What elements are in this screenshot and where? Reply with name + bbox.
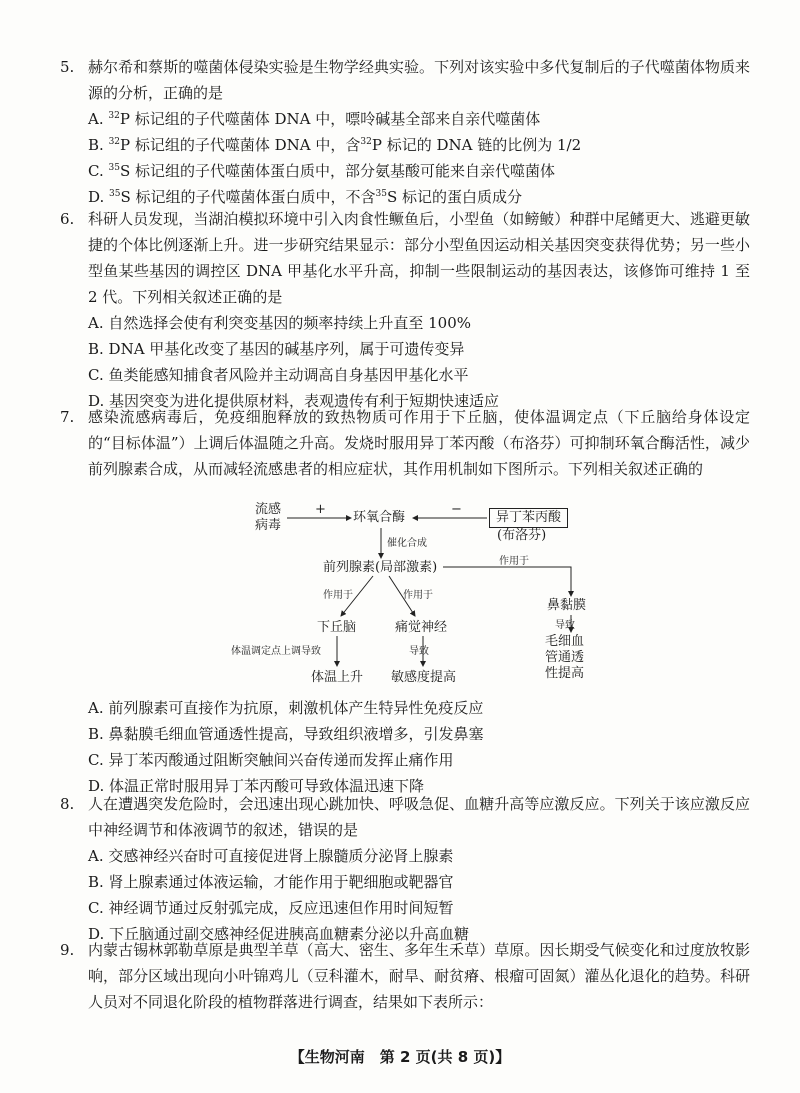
label-lead-right: 导致 xyxy=(555,620,575,631)
option-b: B. 鼻黏膜毛细血管通透性提高，导致组织液增多，引发鼻塞 xyxy=(88,725,484,743)
option-a: A. $^{32}$P 标记组的子代噬菌体 DNA 中，嘌呤碱基全部来自亲代噬菌体 xyxy=(88,110,541,128)
option-a: A. 自然选择会使有利突变基因的频率持续上升直至 100% xyxy=(88,314,472,332)
label-capillary-3: 性提高 xyxy=(545,666,585,681)
mechanism-diagram xyxy=(231,500,635,690)
question-stem: 内蒙古锡林郭勒草原是典型羊草（高大、密生、多年生禾草）草原。因长期受气候变化和过度放牧影响，部分区域出现向小叶锦鸡儿（豆科灌木，耐旱、耐贫瘠、根瘤可固氮）灌丛化退化的趋势。科研人员对不同退化阶段的植物群落进行调查，结果如下表所示： xyxy=(88,941,750,1011)
label-capillary-2: 管通透 xyxy=(545,650,585,665)
label-virus-2: 病毒 xyxy=(255,518,282,533)
option-a: A. 前列腺素可直接作为抗原，刺激机体产生特异性免疫反应 xyxy=(88,699,484,717)
label-catalyze: 催化合成 xyxy=(387,538,427,549)
question-number: 5. xyxy=(60,58,75,76)
label-pain-nerve: 痛觉神经 xyxy=(395,620,448,635)
label-hypothalamus: 下丘脑 xyxy=(317,620,357,635)
question-stem: 科研人员发现，当湖泊模拟环境中引入肉食性鳜鱼后，小型鱼（如鳑鲏）种群中尾鳍更大、逃避更敏捷的个体比例逐渐上升。进一步研究结果显示：部分小型鱼因运动相关基因突变获得优势；另一些小型鱼某些基因的调控区 DNA 甲基化水平升高，抑制一些限制运动的基因表达，该修饰可维持 1 至 2 代。下列相关叙述正确的是 xyxy=(88,210,750,306)
label-cox: 环氧合酶 xyxy=(353,510,406,525)
label-act-mid: 作用于 xyxy=(403,590,433,601)
question-7-options xyxy=(60,695,750,799)
option-b: B. 肾上腺素通过体液运输，才能作用于靶细胞或靶器官 xyxy=(88,873,454,891)
option-c: C. 异丁苯丙酸通过阻断突触间兴奋传递而发挥止痛作用 xyxy=(88,751,454,769)
label-prostaglandin: 前列腺素(局部激素) xyxy=(323,560,438,575)
option-d: D. 体温正常时服用异丁苯丙酸可导致体温迅速下降 xyxy=(88,777,425,795)
option-c: C. 神经调节通过反射弧完成，反应迅速但作用时间短暂 xyxy=(88,899,454,917)
option-b: B. $^{32}$P 标记组的子代噬菌体 DNA 中，含$^{32}$P 标记的 DNA 链的比例为 1/2 xyxy=(88,136,582,154)
label-mucosa: 鼻黏膜 xyxy=(547,598,587,613)
label-minus: − xyxy=(451,502,462,517)
question-stem: 感染流感病毒后，免疫细胞释放的致热物质可作用于下丘脑，使体温调定点（下丘脑给身体设定的“目标体温”）上调后体温随之升高。发烧时服用异丁苯丙酸（布洛芬）可抑制环氧合酶活性，减少前列腺素合成，从而减轻流感患者的相应症状，其作用机制如下图所示。下列相关叙述正确的 xyxy=(88,408,750,478)
question-number: 9. xyxy=(60,941,75,959)
question-7 xyxy=(60,404,750,482)
arrow-pg-mucosa xyxy=(443,567,571,596)
page-footer: 【生物河南 第 2 页(共 8 页)】 xyxy=(289,1048,511,1066)
question-6 xyxy=(60,206,750,414)
label-plus: + xyxy=(315,502,326,517)
label-sensitivity: 敏感度提高 xyxy=(391,670,457,685)
option-c: C. $^{35}$S 标记组的子代噬菌体蛋白质中，部分氨基酸可能来自亲代噬菌体 xyxy=(88,162,555,180)
label-lead-mid: 导致 xyxy=(409,646,429,657)
question-5 xyxy=(60,54,750,210)
question-8 xyxy=(60,791,750,947)
question-number: 7. xyxy=(60,408,75,426)
label-ibuprofen: 异丁苯丙酸 xyxy=(489,508,568,528)
option-d: D. 下丘脑通过副交感神经促进胰高血糖素分泌以升高血糖 xyxy=(88,925,470,943)
option-c: C. 鱼类能感知捕食者风险并主动调高自身基因甲基化水平 xyxy=(88,366,469,384)
question-stem: 人在遭遇突发危险时，会迅速出现心跳加快、呼吸急促、血糖升高等应激反应。下列关于该应激反应中神经调节和体液调节的叙述，错误的是 xyxy=(88,795,750,839)
option-a: A. 交感神经兴奋时可直接促进肾上腺髓质分泌肾上腺素 xyxy=(88,847,454,865)
option-b: B. DNA 甲基化改变了基因的碱基序列，属于可遗传变异 xyxy=(88,340,465,358)
label-capillary-1: 毛细血 xyxy=(545,634,585,649)
option-d: D. $^{35}$S 标记组的子代噬菌体蛋白质中，不含$^{35}$S 标记的蛋白质成分 xyxy=(88,188,523,206)
label-act-right: 作用于 xyxy=(499,556,529,567)
label-act-left: 作用于 xyxy=(323,590,353,601)
question-9 xyxy=(60,937,750,1015)
option-d: D. 基因突变为进化提供原材料，表观遗传有利于短期快速适应 xyxy=(88,392,500,410)
label-virus-1: 流感 xyxy=(255,502,282,517)
label-setpoint: 体温调定点上调导致 xyxy=(231,646,321,657)
question-number: 8. xyxy=(60,795,75,813)
question-number: 6. xyxy=(60,210,75,228)
label-ibuprofen-alias: (布洛芬) xyxy=(497,528,547,543)
label-temperature: 体温上升 xyxy=(311,670,364,685)
question-stem: 赫尔希和蔡斯的噬菌体侵染实验是生物学经典实验。下列对该实验中多代复制后的子代噬菌体物质来源的分析，正确的是 xyxy=(88,58,750,102)
